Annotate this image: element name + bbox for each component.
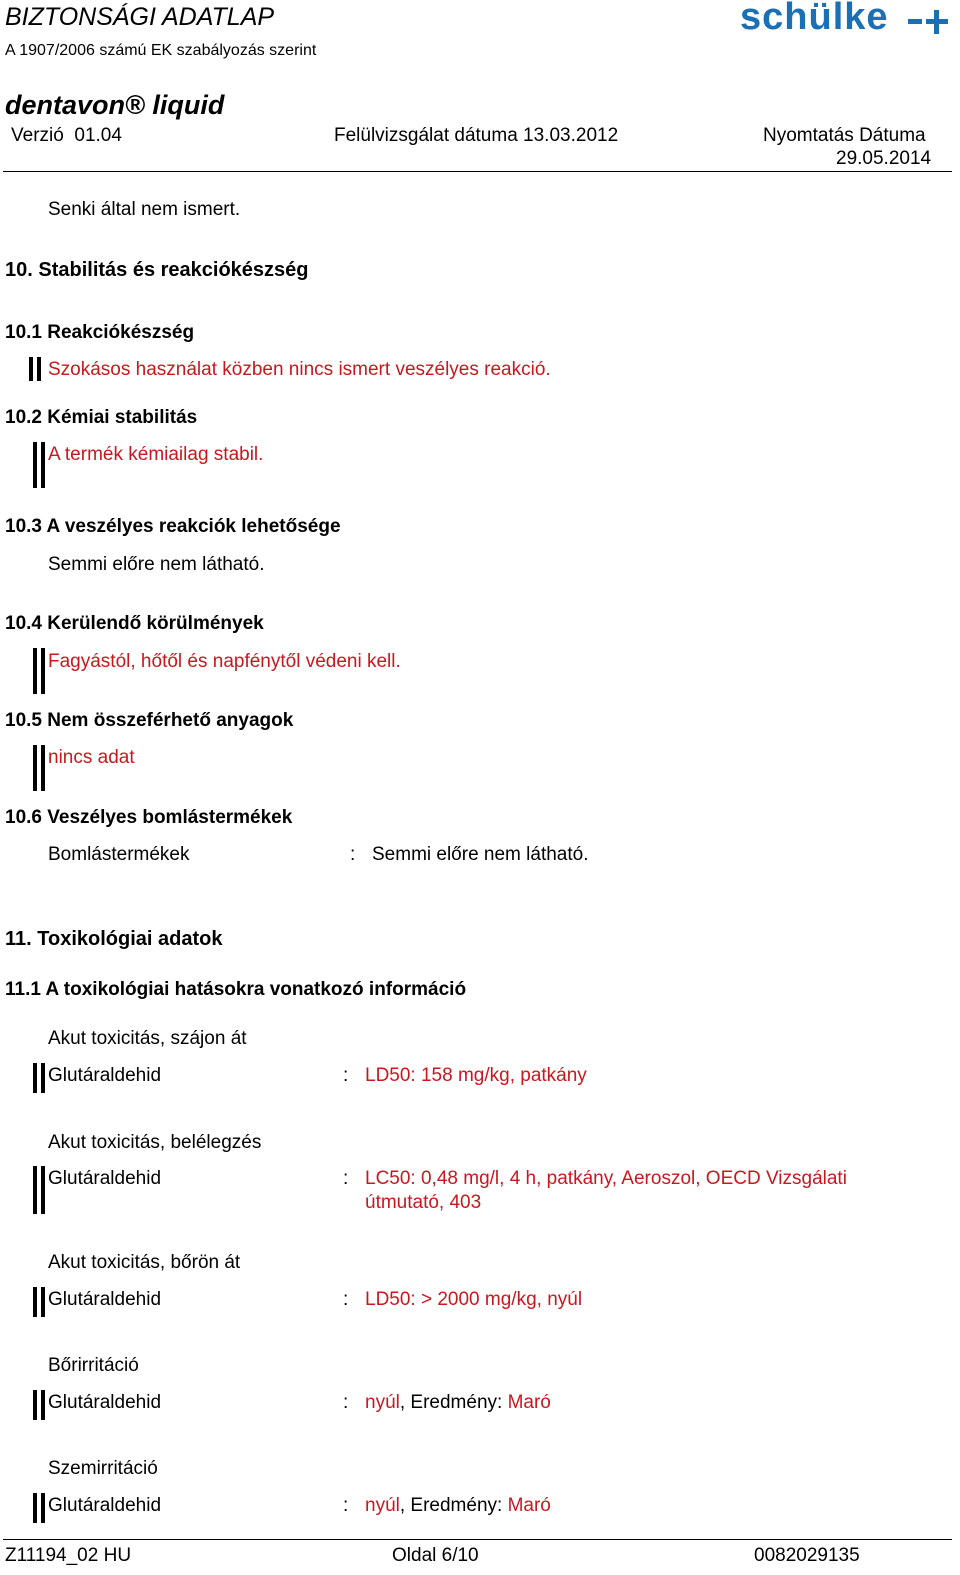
revision-marker [33,1166,37,1214]
print-date: 29.05.2014 [836,148,932,169]
revision-marker [33,442,37,488]
footer-doc-code: Z11194_02 HU [5,1545,132,1566]
version-label: Verzió [11,125,64,146]
eye-result: Maró [507,1495,551,1516]
eye-species: nyúl [365,1495,400,1516]
brand-logo: schülke [740,0,889,38]
oral-toxicity-heading: Akut toxicitás, szájon át [48,1028,247,1049]
revision-marker [41,1390,45,1420]
revision-marker [33,745,37,791]
intro-text: Senki által nem ismert. [48,199,241,220]
section-11-title: 11. Toxikológiai adatok [5,928,223,950]
revision-marker [33,1493,37,1523]
print-label: Nyomtatás Dátuma [763,125,926,146]
skin-irritation-heading: Bőrirritáció [48,1355,139,1376]
section-10-1-title: 10.1 Reakciókészség [5,322,195,343]
revision-marker [33,648,37,694]
oral-toxicity-value: LD50: 158 mg/kg, patkány [365,1065,587,1086]
version-value: 01.04 [74,125,122,146]
footer-page-number: Oldal 6/10 [392,1545,479,1566]
revision-marker [41,745,45,791]
footer-divider [3,1539,952,1540]
revision-marker [41,1493,45,1523]
revision-date: 13.03.2012 [523,125,619,146]
eye-result-label: , Eredmény: [399,1495,508,1516]
revision-marker [37,357,41,381]
document-title: BIZTONSÁGI ADATLAP [5,3,275,31]
section-11-1-title: 11.1 A toxikológiai hatásokra vonatkozó információ [5,979,467,1000]
section-10-4-title: 10.4 Kerülendő körülmények [5,613,264,634]
section-10-3-title: 10.3 A veszélyes reakciók lehetősége [5,516,341,537]
revision-marker [41,648,45,694]
section-10-2-text: A termék kémiailag stabil. [48,444,264,465]
section-10-5-title: 10.5 Nem összeférhető anyagok [5,710,294,731]
eye-irritation-heading: Szemirritáció [48,1458,158,1479]
revision-marker [33,1390,37,1420]
inhalation-substance: Glutáraldehid [48,1168,162,1189]
field-colon: : [343,1065,349,1086]
inhalation-toxicity-heading: Akut toxicitás, belélegzés [48,1132,262,1153]
dermal-toxicity-value: LD50: > 2000 mg/kg, nyúl [365,1289,583,1310]
decomposition-label: Bomlástermékek [48,844,190,865]
section-10-title: 10. Stabilitás és reakciókészség [5,259,309,281]
skin-result: Maró [507,1392,551,1413]
revision-marker [41,1287,45,1317]
section-10-6-title: 10.6 Veszélyes bomlástermékek [5,807,293,828]
inhalation-toxicity-value-line1: LC50: 0,48 mg/l, 4 h, patkány, Aeroszol, OECD Vizsgálati [365,1168,847,1189]
eye-substance: Glutáraldehid [48,1495,162,1516]
section-10-3-text: Semmi előre nem látható. [48,554,265,575]
skin-species: nyúl [365,1392,400,1413]
skin-result-label: , Eredmény: [399,1392,508,1413]
field-colon: : [343,1289,349,1310]
revision-marker [41,1166,45,1214]
revision-label: Felülvizsgálat dátuma [334,125,518,146]
revision-marker [41,442,45,488]
section-10-5-text: nincs adat [48,747,135,768]
oral-substance: Glutáraldehid [48,1065,162,1086]
section-10-1-text: Szokásos használat közben nincs ismert veszélyes reakció. [48,359,551,380]
product-name: dentavon® liquid [5,90,225,120]
header-divider [3,171,952,172]
revision-info [334,125,618,147]
field-colon: : [350,844,356,865]
revision-marker [29,357,33,381]
field-colon: : [343,1495,349,1516]
section-10-4-text: Fagyástól, hőtől és napfénytől védeni kell. [48,651,401,672]
skin-substance: Glutáraldehid [48,1392,162,1413]
version-info [11,125,122,147]
eye-irritation-value [365,1495,551,1517]
regulation-text: A 1907/2006 számú EK szabályozás szerint [5,42,317,59]
field-colon: : [343,1168,349,1189]
brand-logo-mark-icon [908,8,948,36]
section-10-2-title: 10.2 Kémiai stabilitás [5,407,198,428]
inhalation-toxicity-value-line2: útmutató, 403 [365,1192,482,1213]
dermal-substance: Glutáraldehid [48,1289,162,1310]
decomposition-value: Semmi előre nem látható. [372,844,589,865]
field-colon: : [343,1392,349,1413]
revision-marker [33,1063,37,1093]
skin-irritation-value [365,1392,551,1414]
revision-marker [41,1063,45,1093]
revision-marker [33,1287,37,1317]
dermal-toxicity-heading: Akut toxicitás, bőrön át [48,1252,241,1273]
footer-number: 0082029135 [754,1545,860,1566]
